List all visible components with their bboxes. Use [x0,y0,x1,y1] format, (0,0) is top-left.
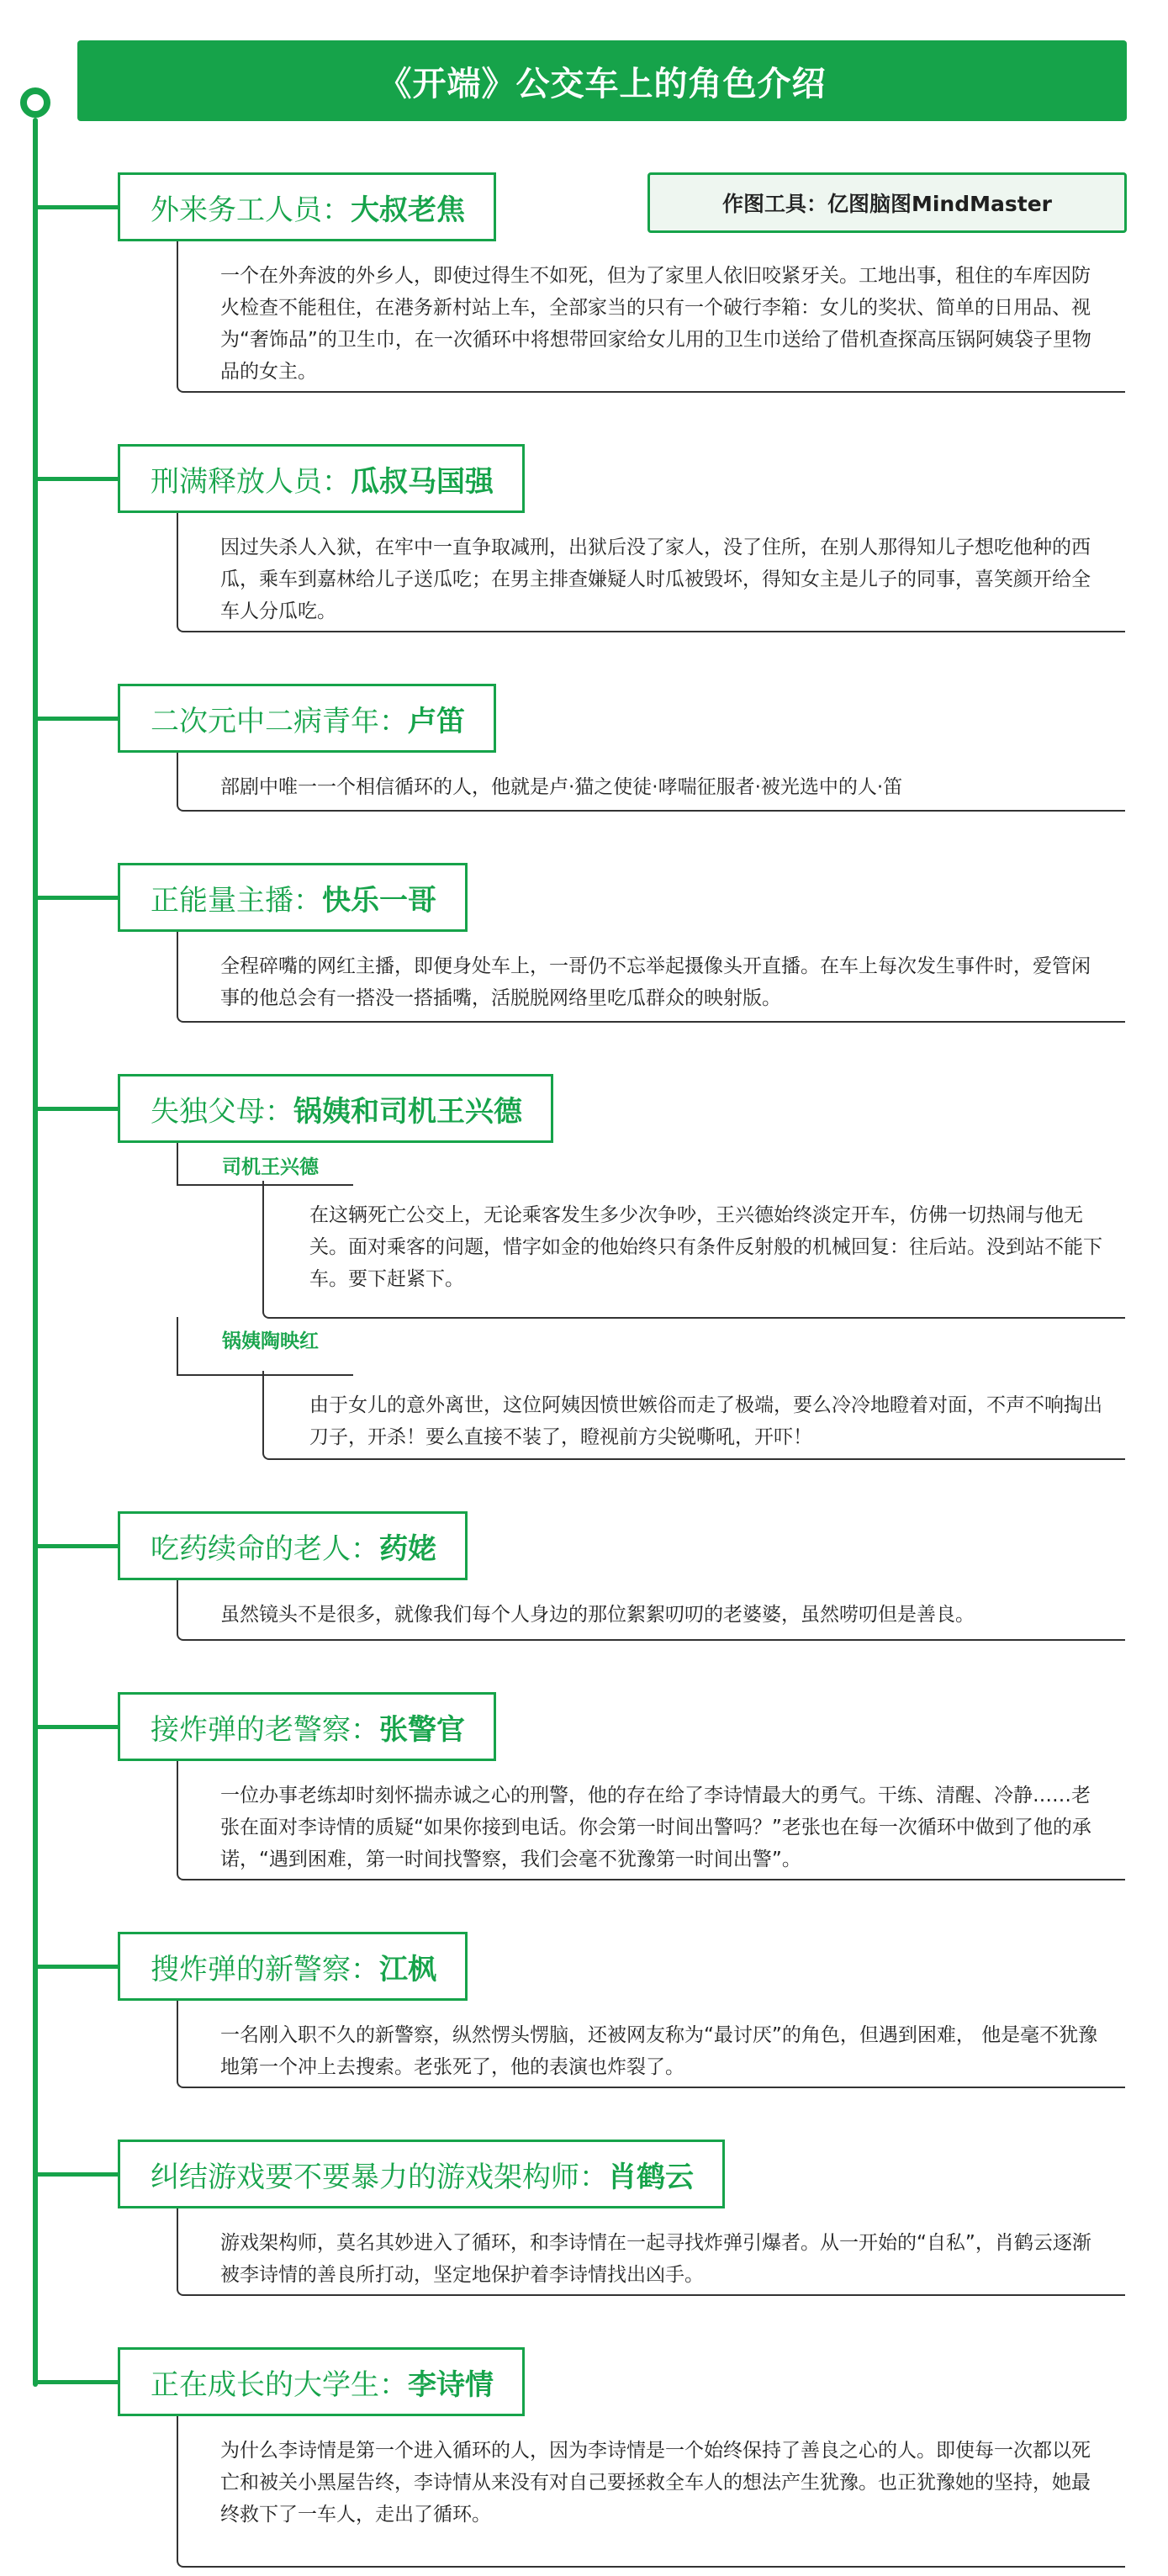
role-description: 一位办事老练却时刻怀揣赤诚之心的刑警，他的存在给了李诗情最大的勇气。干练、清醒、冷静……老张在面对李诗情的质疑“如果你接到电话。你会第一时间出警吗？”老张也在每一次循环中做到了他的承诺，“遇到困难，第一时间找警察，我们会毫不犹豫第一时间出警”。 [177,1761,1125,1880]
role-label: 外来务工人员： [151,193,351,227]
role-node-li-shiqing [118,2347,525,2416]
role-node-zhang-jingguan [118,1692,496,1761]
role-label: 失独父母： [151,1094,293,1129]
role-label: 正在成长的大学生： [151,2367,408,2402]
role-description: 为什么李诗情是第一个进入循环的人，因为李诗情是一个始终保持了善良之心的人。即使每一次都以死亡和被关小黑屋告终，李诗情从来没有对自己要拯救全车人的想法产生犹豫。也正犹豫她的坚持，她最终救下了一车人，走出了循环。 [177,2416,1125,2568]
sub-role-description: 由于女儿的意外离世，这位阿姨因愤世嫉俗而走了极端，要么冷冷地瞪着对面，不声不响掏出刀子，开杀！要么直接不装了，瞪视前方尖锐嘶吼，开吓！ [262,1371,1125,1460]
branch-connector [35,1965,119,1969]
role-label: 搜炸弹的新警察： [151,1952,379,1986]
role-name: 卢笛 [408,704,465,738]
root-node-icon [20,87,50,118]
page-title: 《开端》公交车上的角色介绍 [77,40,1127,121]
branch-connector [35,1725,119,1729]
mindmap-spine [33,118,38,2387]
role-description: 一个在外奔波的外乡人，即使过得生不如死，但为了家里人依旧咬紧牙关。工地出事，租住的车库因防火检查不能租住，在港务新村站上车，全部家当的只有一个破行李箱：女儿的奖状、简单的日用品、视为“奢饰品”的卫生巾，在一次循环中将想带回家给女儿用的卫生巾送给了借机查探高压锅阿姨袋子里物品的女主。 [177,241,1125,393]
role-node-yao-lao [118,1511,468,1580]
role-node-lao-jiao [118,172,496,241]
branch-connector [35,477,119,481]
sub-role-label-wang-xingde: 司机王兴德 [177,1143,353,1186]
role-description: 一名刚入职不久的新警察，纵然愣头愣脑，还被网友称为“最讨厌”的角色，但遇到困难， 他是毫不犹豫地第一个冲上去搜索。老张死了，他的表演也炸裂了。 [177,2001,1125,2088]
role-label: 二次元中二病青年： [151,704,408,738]
role-node-xiao-heyun [118,2140,725,2208]
role-name: 快乐一哥 [322,883,436,918]
role-name: 张警官 [379,1712,465,1747]
role-description: 游戏架构师，莫名其妙进入了循环，和李诗情在一起寻找炸弹引爆者。从一开始的“自私”，肖鹤云逐渐被李诗情的善良所打动，坚定地保护着李诗情找出凶手。 [177,2208,1125,2296]
role-description: 因过失杀人入狱，在牢中一直争取减刑，出狱后没了家人，没了住所，在别人那得知儿子想吃他种的西瓜，乘车到嘉林给儿子送瓜吃；在男主排查嫌疑人时瓜被毁坏，得知女主是儿子的同事，喜笑颜开给全车人分瓜吃。 [177,513,1125,632]
role-label: 正能量主播： [151,883,322,918]
branch-connector [35,2172,119,2177]
role-label: 纠结游戏要不要暴力的游戏架构师： [151,2160,608,2194]
role-node-kuaile-yige [118,863,468,932]
role-node-jiang-feng [118,1932,468,2001]
role-description: 虽然镜头不是很多，就像我们每个人身边的那位絮絮叨叨的老婆婆，虽然唠叨但是善良。 [177,1580,1125,1641]
role-description: 部剧中唯一一个相信循环的人，他就是卢·猫之使徒·哮喘征服者·被光选中的人·笛 [177,753,1125,812]
role-name: 大叔老焦 [351,193,465,227]
role-name: 锅姨和司机王兴德 [293,1094,522,1129]
role-description: 全程碎嘴的网红主播，即便身处车上，一哥仍不忘举起摄像头开直播。在车上每次发生事件时，爱管闲事的他总会有一搭没一搭插嘴，活脱脱网络里吃瓜群众的映射版。 [177,932,1125,1023]
branch-connector [35,2380,119,2384]
role-name: 李诗情 [408,2367,494,2402]
role-node-lu-di [118,684,496,753]
branch-connector [35,896,119,900]
branch-connector [35,1544,119,1548]
role-name: 药姥 [379,1531,436,1566]
role-label: 刑满释放人员： [151,464,351,499]
role-node-guoyi-wang [118,1074,553,1143]
branch-connector [35,1107,119,1111]
sub-role-label-tao-yinghong: 锅姨陶映红 [177,1317,353,1376]
role-name: 肖鹤云 [608,2160,694,2194]
branch-connector [35,717,119,721]
role-label: 吃药续命的老人： [151,1531,379,1566]
role-name: 瓜叔马国强 [351,464,494,499]
branch-connector [35,205,119,209]
role-node-ma-guoqiang [118,444,525,513]
role-name: 江枫 [379,1952,436,1986]
sub-role-description: 在这辆死亡公交上，无论乘客发生多少次争吵，王兴德始终淡定开车，仿佛一切热闹与他无关。面对乘客的问题，惜字如金的他始终只有条件反射般的机械回复：往后站。没到站不能下车。要下赶紧下。 [262,1181,1125,1319]
tool-note: 作图工具：亿图脑图MindMaster [647,172,1127,233]
role-label: 接炸弹的老警察： [151,1712,379,1747]
